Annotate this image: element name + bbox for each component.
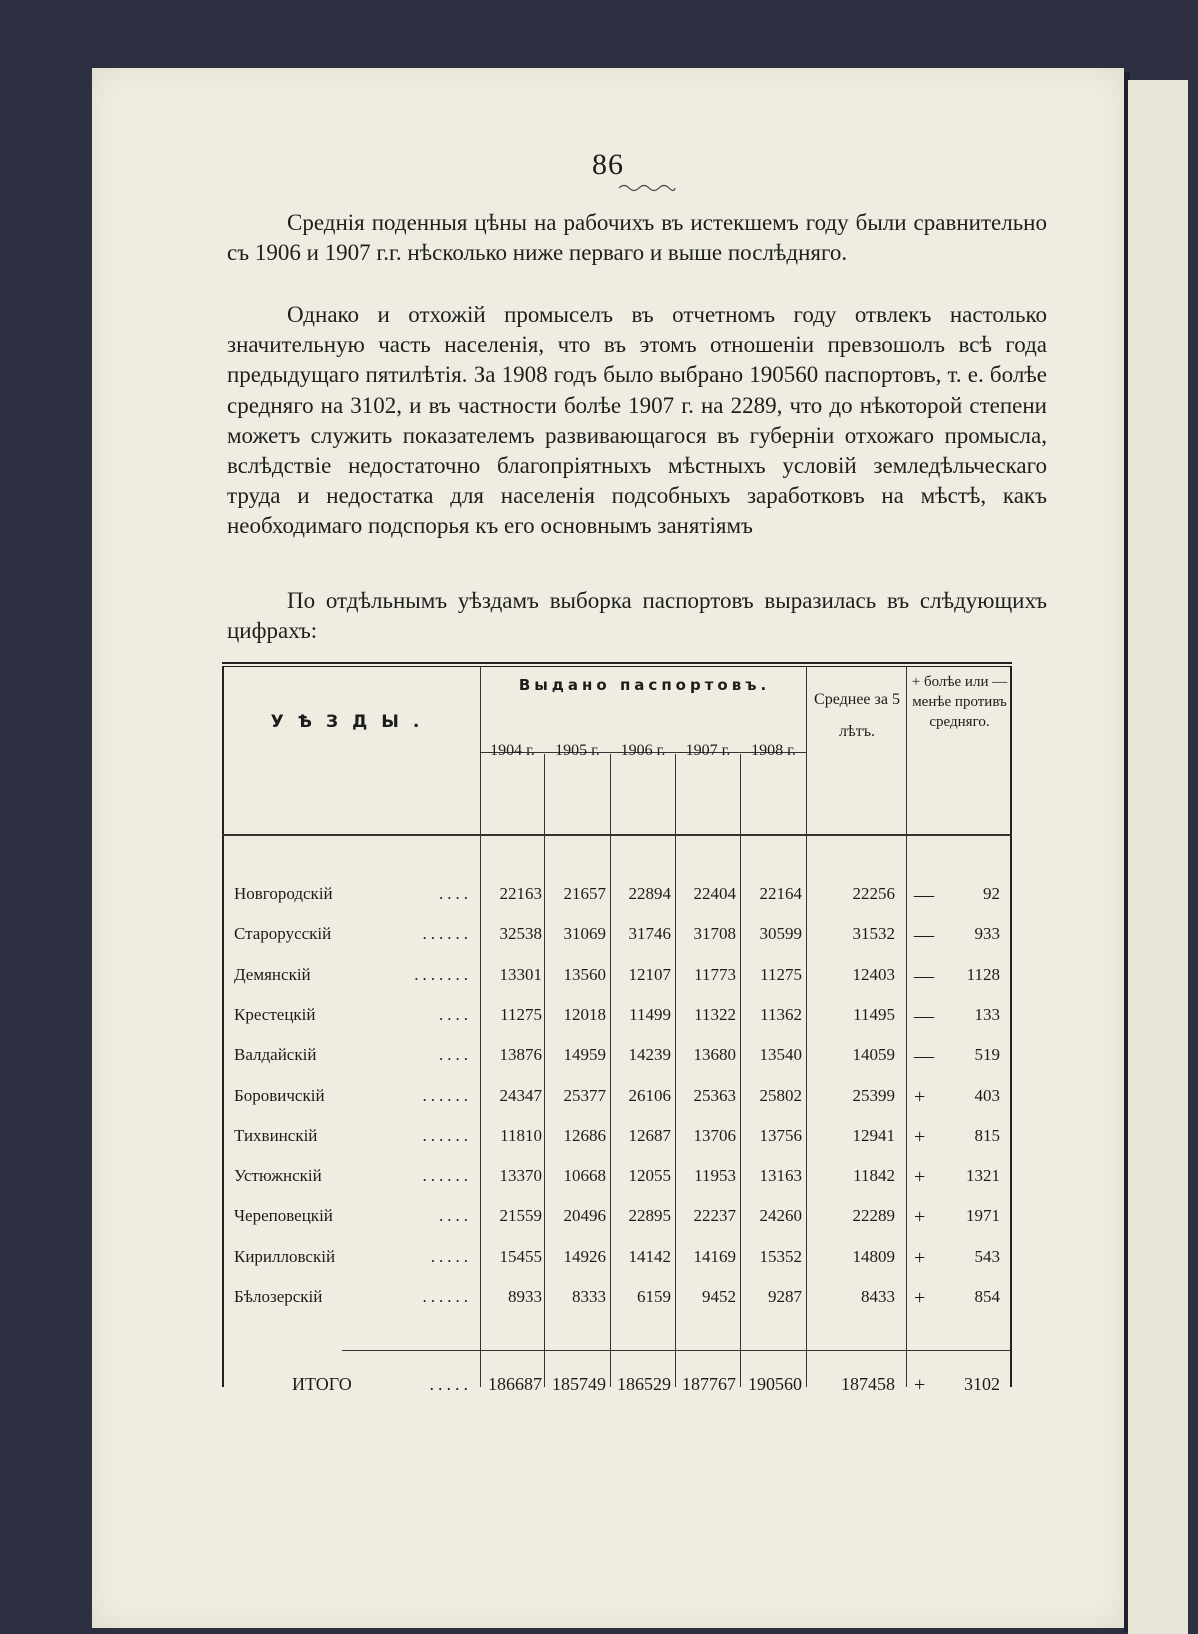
- total-label: ИТОГО: [292, 1374, 352, 1394]
- leader-dots: ......: [422, 1287, 472, 1306]
- district-name: Бѣлозерскій: [234, 1287, 323, 1306]
- total-value: 186687: [488, 1374, 542, 1394]
- average-value: 11495: [853, 1004, 895, 1024]
- year-value: 15352: [759, 1246, 802, 1266]
- table-row: [222, 965, 1012, 1005]
- average-value: 22256: [852, 884, 895, 903]
- year-value: 14169: [693, 1246, 736, 1266]
- page-number: 86: [592, 148, 624, 181]
- year-value: 11362: [760, 1004, 802, 1024]
- leader-dots: .......: [414, 964, 472, 984]
- difference-sign: —: [914, 1045, 934, 1068]
- year-value: 21559: [499, 1206, 542, 1226]
- paragraph-wages: Среднія поденныя цѣны на рабочихъ въ истекшемъ году были сравнительно съ 1906 и 1907 г.г. нѣсколько ниже перваго и выше послѣдняго.: [227, 210, 1047, 266]
- leader-dots: ......: [422, 1125, 472, 1145]
- total-row: [222, 1374, 1012, 1414]
- leader-dots: ......: [422, 1085, 472, 1105]
- year-value: 22237: [693, 1206, 736, 1226]
- year-value: 12107: [628, 964, 671, 984]
- district-name: Тихвинскій: [234, 1125, 318, 1145]
- table-rule-top-thin: [222, 666, 1012, 667]
- year-value: 9287: [768, 1287, 802, 1306]
- table-row: [222, 1045, 1012, 1085]
- difference-value: 1321: [966, 1166, 1000, 1186]
- year-value: 15455: [499, 1246, 542, 1266]
- average-value: 25399: [852, 1085, 895, 1105]
- district-name: Крестецкій: [234, 1004, 316, 1024]
- district-name: Валдайскій: [234, 1045, 317, 1065]
- difference-value: 854: [974, 1287, 1000, 1306]
- year-value: 32538: [499, 924, 542, 944]
- difference-value: 519: [974, 1045, 1000, 1065]
- year-value: 12055: [628, 1166, 671, 1186]
- year-value: 14926: [563, 1246, 606, 1266]
- year-value: 11322: [694, 1004, 736, 1024]
- total-sign: +: [914, 1374, 926, 1396]
- difference-value: 92: [983, 884, 1000, 903]
- header-districts: УѢЗДЫ.: [270, 712, 434, 732]
- table-row: [222, 1126, 1012, 1166]
- year-value: 21657: [563, 884, 606, 903]
- total-average: 187458: [841, 1374, 895, 1394]
- year-value: 13680: [693, 1045, 736, 1065]
- year-value: 8333: [572, 1287, 606, 1306]
- ornament-wave-icon: [617, 183, 677, 193]
- district-name: Череповецкій: [234, 1206, 333, 1226]
- year-value: 25363: [693, 1085, 736, 1105]
- table-row: [222, 1287, 1012, 1327]
- difference-sign: +: [914, 1125, 926, 1148]
- difference-value: 543: [974, 1246, 1000, 1266]
- difference-value: 933: [974, 924, 1000, 944]
- difference-value: 403: [974, 1085, 1000, 1105]
- year-value: 12018: [563, 1004, 606, 1024]
- total-value: 190560: [748, 1374, 802, 1394]
- average-value: 14059: [852, 1045, 895, 1065]
- table-row: [222, 1005, 1012, 1045]
- year-value: 12687: [628, 1125, 671, 1145]
- year-value: 30599: [759, 924, 802, 944]
- difference-value: 1128: [966, 964, 1000, 984]
- year-value: 13876: [499, 1045, 542, 1065]
- year-value: 11773: [694, 964, 736, 984]
- district-name: Устюжнскій: [234, 1166, 322, 1186]
- difference-sign: +: [914, 1085, 926, 1108]
- year-value: 11275: [500, 1004, 542, 1024]
- district-name: Демянскій: [234, 964, 311, 984]
- header-year: 1907 г.: [685, 742, 731, 759]
- average-value: 8433: [861, 1287, 895, 1306]
- year-value: 25377: [563, 1085, 606, 1105]
- year-value: 13560: [563, 964, 606, 984]
- year-value: 13540: [759, 1045, 802, 1065]
- header-rule-bottom: [222, 834, 1012, 836]
- average-value: 12403: [852, 964, 895, 984]
- table-row: [222, 924, 1012, 964]
- difference-sign: +: [914, 1166, 926, 1189]
- year-value: 31746: [628, 924, 671, 944]
- difference-value: 815: [974, 1125, 1000, 1145]
- leader-dots: ....: [439, 1206, 472, 1226]
- district-name: Новгородскій: [234, 884, 333, 903]
- difference-sign: +: [914, 1206, 926, 1229]
- total-difference: 3102: [964, 1374, 1000, 1394]
- year-value: 13370: [499, 1166, 542, 1186]
- year-value: 26106: [628, 1085, 671, 1105]
- year-value: 22163: [499, 884, 542, 903]
- year-value: 24347: [499, 1085, 542, 1105]
- average-value: 11842: [853, 1166, 895, 1186]
- year-value: 24260: [759, 1206, 802, 1226]
- year-value: 13301: [499, 964, 542, 984]
- difference-sign: +: [914, 1246, 926, 1269]
- total-value: 187767: [682, 1374, 736, 1394]
- header-year: 1908 г.: [751, 742, 796, 759]
- year-value: 22895: [628, 1206, 671, 1226]
- table-rule-top: [222, 662, 1012, 664]
- header-difference: + болѣе или — менѣе противъ средняго.: [911, 674, 1008, 730]
- year-value: 6159: [637, 1287, 671, 1306]
- leader-dots: ......: [422, 924, 472, 944]
- table-row: [222, 1247, 1012, 1287]
- leader-dots: .....: [429, 1374, 472, 1394]
- year-value: 11499: [629, 1004, 671, 1024]
- year-value: 22404: [693, 884, 736, 903]
- year-value: 11275: [760, 964, 802, 984]
- difference-sign: —: [914, 1004, 934, 1027]
- district-name: Старорусскій: [234, 924, 332, 944]
- difference-value: 133: [974, 1004, 1000, 1024]
- difference-sign: —: [914, 884, 934, 906]
- year-value: 11810: [500, 1125, 542, 1145]
- year-value: 14142: [628, 1246, 671, 1266]
- header-average: Среднее за 5 лѣтъ.: [814, 691, 900, 740]
- year-value: 9452: [702, 1287, 736, 1306]
- header-issued: Выдано паспортовъ.: [518, 676, 771, 694]
- average-value: 22289: [852, 1206, 895, 1226]
- table-row: [222, 1166, 1012, 1206]
- district-name: Боровичскій: [234, 1085, 325, 1105]
- year-value: 13163: [759, 1166, 802, 1186]
- year-value: 13756: [759, 1125, 802, 1145]
- total-value: 185749: [552, 1374, 606, 1394]
- difference-value: 1971: [966, 1206, 1000, 1226]
- book-page: [92, 68, 1124, 1628]
- district-name: Кирилловскій: [234, 1246, 336, 1266]
- leader-dots: ....: [439, 1004, 472, 1024]
- paragraph-passports: Однако и отхожій промыселъ въ отчетномъ году отвлекъ настолько значительную часть населенія, что въ этомъ отношеніи превзошолъ всѣ года предыдущаго пятилѣтія. За 1908 годъ было выбрано 190560 паспортовъ, т. е. болѣе средняго на 3102, и въ частности болѣе 1907 г. на 2289, что до нѣкоторой степени можетъ служить показателемъ развивающагося въ губерніи отхожаго промысла, вслѣдствіе недостаточно благопріятныхъ мѣстныхъ условій земледѣльческаго труда и недостатка для населенія подсобныхъ заработковъ на мѣстѣ, какъ необходимаго подспорья къ его основнымъ занятіямъ: [227, 302, 1047, 539]
- difference-sign: —: [914, 924, 934, 947]
- year-value: 14959: [563, 1045, 606, 1065]
- year-value: 12686: [563, 1125, 606, 1145]
- table-row: [222, 1206, 1012, 1246]
- paragraph-table-intro: По отдѣльнымъ уѣздамъ выборка паспортовъ выразилась въ слѣдующихъ цифрахъ:: [227, 588, 1047, 644]
- total-value: 186529: [617, 1374, 671, 1394]
- year-value: 31708: [693, 924, 736, 944]
- average-value: 31532: [852, 924, 895, 944]
- header-year: 1905 г.: [555, 742, 600, 759]
- year-value: 14239: [628, 1045, 671, 1065]
- year-value: 22164: [759, 884, 802, 903]
- leader-dots: ....: [439, 1045, 472, 1065]
- year-value: 11953: [694, 1166, 736, 1186]
- passport-table: [222, 662, 1012, 1396]
- leader-dots: ....: [439, 884, 472, 903]
- difference-sign: —: [914, 964, 934, 987]
- year-value: 31069: [563, 924, 606, 944]
- year-value: 13706: [693, 1125, 736, 1145]
- table-row: [222, 884, 1012, 924]
- leader-dots: .....: [430, 1246, 472, 1266]
- year-value: 22894: [628, 884, 671, 903]
- difference-sign: +: [914, 1287, 926, 1309]
- table-row: [222, 1086, 1012, 1126]
- year-value: 8933: [508, 1287, 542, 1306]
- total-rule: [342, 1350, 1012, 1351]
- year-value: 25802: [759, 1085, 802, 1105]
- leader-dots: ......: [422, 1166, 472, 1186]
- header-year: 1904 г.: [490, 742, 535, 759]
- header-year: 1906 г.: [620, 742, 666, 759]
- average-value: 12941: [852, 1125, 895, 1145]
- year-value: 10668: [563, 1166, 606, 1186]
- next-page-edge: [1128, 80, 1188, 1634]
- year-value: 20496: [563, 1206, 606, 1226]
- average-value: 14809: [852, 1246, 895, 1266]
